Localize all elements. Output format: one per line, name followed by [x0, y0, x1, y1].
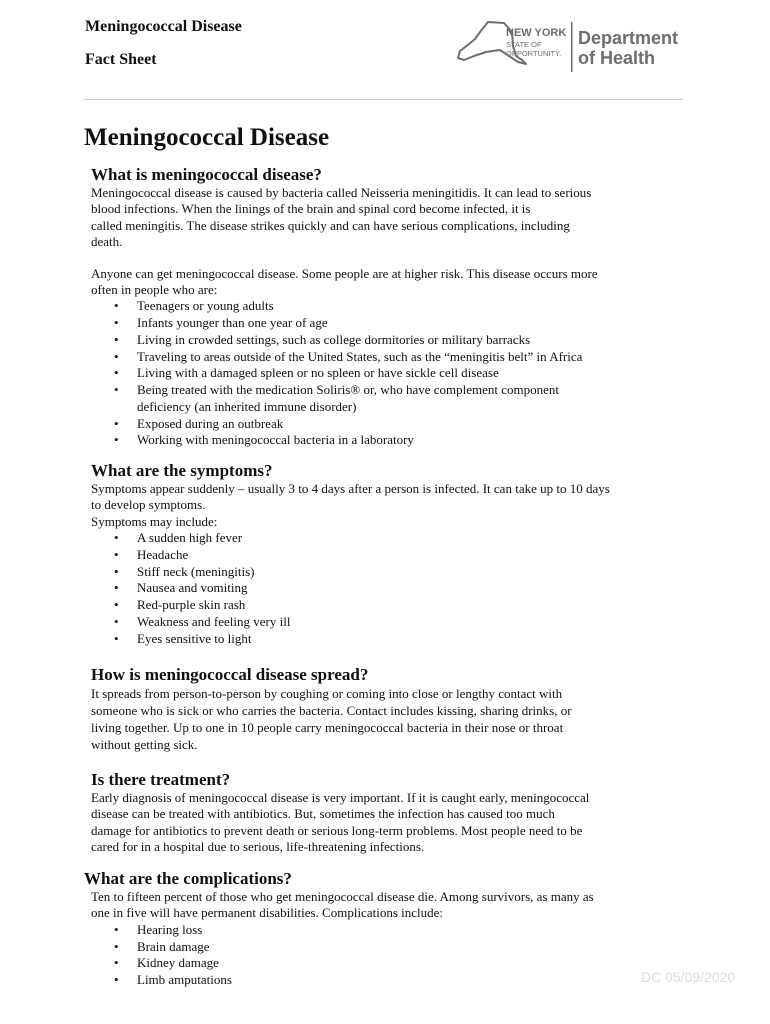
header-subtitle: Fact Sheet: [85, 51, 157, 68]
text-line: Meningococcal disease is caused by bacteria called Neisseria meningitidis. It can lead to serious: [91, 185, 592, 200]
text-line: called meningitis. The disease strikes quickly and can have serious complications, including: [91, 217, 570, 233]
text-line: deficiency (an inherited immune disorder): [137, 398, 357, 414]
list-item: • Red-purple skin rash: [91, 597, 677, 614]
list-item: • Nausea and vomiting: [91, 580, 677, 597]
list-item: • A sudden high fever: [91, 530, 677, 547]
logo-dept-line2: of Health: [578, 48, 656, 68]
section-heading: Is there treatment?: [91, 770, 231, 789]
text-line: living together. Up to one in 10 people carry meningococcal bacteria in their nose or throat: [91, 720, 564, 735]
list-item: • Working with meningococcal bacteria in a laboratory: [91, 432, 681, 449]
section-complications: [84, 868, 674, 989]
date-stamp: DC 05/09/2020: [641, 969, 736, 985]
text-line: damage for antibiotics to prevent death or serious long-term problems. Most people need to be: [91, 822, 583, 838]
section-treatment: [91, 769, 681, 856]
header-title: Meningococcal Disease: [85, 18, 242, 35]
list-item: • Stiff neck (meningitis): [91, 564, 677, 581]
text-line: blood infections. When the linings of the brain and spinal cord become infected, it is: [91, 201, 531, 217]
list-item: • Living with a damaged spleen or no spleen or have sickle cell disease: [91, 365, 681, 382]
section-heading: What are the complications?: [84, 869, 292, 888]
header-divider: [84, 99, 683, 100]
logo-state-line3: OPPORTUNITY.: [506, 49, 562, 58]
text-line: without getting sick.: [91, 737, 198, 752]
text-line: Being treated with the medication Soliris® or, who have complement component: [137, 382, 560, 398]
text-line: one in five will have permanent disabilities. Complications include:: [91, 905, 444, 921]
logo-dept-line1: Department: [578, 28, 679, 48]
text-line: cared for in a hospital due to serious, life-threatening infections.: [91, 839, 425, 855]
text-line: Symptoms may include:: [91, 513, 218, 529]
list-item: • Traveling to areas outside of the United States, such as the “meningitis belt” in Africa: [91, 349, 681, 366]
logo-state-line1: NEW YORK: [506, 27, 567, 39]
section-paragraph: [91, 685, 681, 753]
logo-state-line2: STATE OF: [506, 40, 542, 49]
list-item: • Brain damage: [91, 939, 674, 956]
list-item: • Eyes sensitive to light: [91, 631, 677, 648]
section-symptoms: [91, 460, 677, 647]
list-item: • Weakness and feeling very ill: [91, 614, 677, 631]
symptom-list: [91, 530, 677, 647]
text-line: to develop symptoms.: [91, 497, 206, 513]
text-line: It spreads from person-to-person by coughing or coming into close or lengthy contact with: [91, 686, 563, 701]
complication-list: [84, 922, 674, 989]
list-item: [91, 382, 681, 416]
section-heading: What is meningococcal disease?: [91, 165, 322, 184]
section-paragraph: [91, 790, 681, 856]
list-item: • Hearing loss: [91, 922, 674, 939]
text-line: often in people who are:: [91, 282, 218, 298]
list-item: • Infants younger than one year of age: [91, 315, 681, 332]
list-item: • Kidney damage: [91, 955, 674, 972]
text-line: Anyone can get meningococcal disease. Some people are at higher risk. This disease occurs more: [91, 265, 598, 281]
list-item: • Teenagers or young adults: [91, 298, 681, 315]
section-what-is: [91, 164, 681, 449]
list-item: • Headache: [91, 547, 677, 564]
section-heading: How is meningococcal disease spread?: [91, 665, 369, 684]
section-paragraph: [84, 889, 674, 922]
page-title: Meningococcal Disease: [84, 124, 330, 151]
text-line: disease can be treated with antibiotics. But, sometimes the infection has caused too much: [91, 806, 555, 822]
section-paragraph: [91, 481, 677, 530]
text-line: Symptoms appear suddenly – usually 3 to 4 days after a person is infected. It can take up to 10 days: [91, 481, 610, 496]
text-line: someone who is sick or who carries the bacteria. Contact includes kissing, sharing drinks, or: [91, 703, 572, 718]
list-item: • Living in crowded settings, such as college dormitories or military barracks: [91, 332, 681, 349]
logo-divider: [571, 22, 573, 72]
risk-list: [91, 298, 681, 449]
text-line: Early diagnosis of meningococcal disease is very important. If it is caught early, meningococcal: [91, 790, 590, 805]
section-heading: What are the symptoms?: [91, 461, 273, 480]
nys-doh-logo: [456, 20, 681, 76]
section-spread: [91, 664, 681, 753]
text-line: Ten to fifteen percent of those who get meningococcal disease die. Among survivors, as many as: [91, 889, 594, 904]
section-paragraph: [91, 185, 681, 251]
list-item: • Exposed during an outbreak: [91, 416, 681, 433]
section-paragraph: [91, 266, 681, 299]
text-line: death.: [91, 234, 123, 250]
list-item: • Limb amputations: [91, 972, 674, 989]
